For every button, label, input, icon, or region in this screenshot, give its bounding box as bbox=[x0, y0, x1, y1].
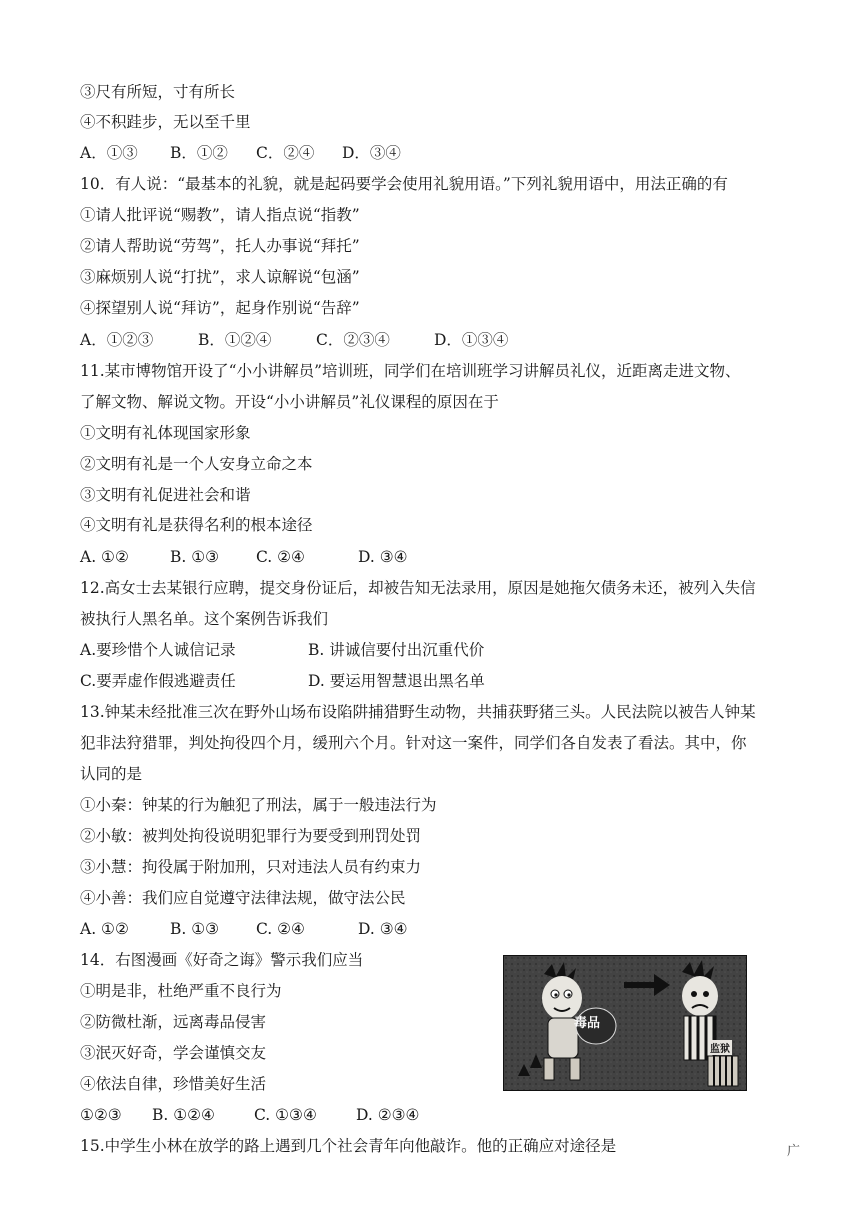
option-a: A. ①② bbox=[80, 920, 129, 938]
q14-item-2: ②防微杜渐，远离毒品侵害 bbox=[80, 1013, 267, 1031]
question-11: 11.某市博物馆开设了“小小讲解员”培训班，同学们在培训班学习讲解员礼仪，近距离走进文物、 bbox=[80, 362, 741, 380]
q11-options bbox=[80, 547, 408, 567]
option-c: C.要弄虚作假逃避责任 bbox=[80, 672, 236, 690]
q13-item-1: ①小秦：钟某的行为触犯了刑法，属于一般违法行为 bbox=[80, 796, 437, 814]
q12-options-row1 bbox=[80, 640, 484, 660]
option-a: A．①③ bbox=[80, 144, 138, 162]
q11-item-2: ②文明有礼是一个人安身立命之本 bbox=[80, 455, 313, 473]
q13-item-4: ④小善：我们应自觉遵守法律法规，做守法公民 bbox=[80, 889, 406, 907]
option-d: D．①③④ bbox=[434, 331, 509, 349]
question-12: 12.高女士去某银行应聘，提交身份证后，却被告知无法录用，原因是她拖欠债务未还，被列入失信 bbox=[80, 579, 756, 597]
option-a: A．①②③ bbox=[80, 331, 154, 349]
cartoon-label-drugs: 毒品 bbox=[574, 1016, 601, 1031]
q14-options bbox=[80, 1105, 419, 1125]
option-d: D．③④ bbox=[342, 144, 401, 162]
q10-item-1: ①请人批评说“赐教”，请人指点说“指教” bbox=[80, 206, 360, 224]
question-13: 13.钟某未经批准三次在野外山场布设陷阱捕猎野生动物，共捕获野猪三头。人民法院以被告人钟某 bbox=[80, 703, 756, 721]
line-q9-4: ④不积跬步，无以至千里 bbox=[80, 113, 251, 131]
question-13-cont2: 认同的是 bbox=[80, 765, 143, 783]
option-b: B. ①③ bbox=[170, 920, 220, 938]
question-13-cont: 犯非法狩猎罪，判处拘役四个月，缓刑六个月。针对这一案件，同学们各自发表了看法。其中，你 bbox=[80, 734, 747, 752]
q13-options bbox=[80, 919, 408, 939]
option-a: A.要珍惜个人诚信记录 bbox=[80, 641, 236, 659]
q13-item-3: ③小慧：拘役属于附加刑，只对违法人员有约束力 bbox=[80, 858, 422, 876]
question-10: 10．有人说：“最基本的礼貌，就是起码要学会使用礼貌用语。”下列礼貌用语中，用法正确的有 bbox=[80, 175, 728, 193]
cartoon-label-prison: 监狱 bbox=[708, 1040, 732, 1055]
q11-item-1: ①文明有礼体现国家形象 bbox=[80, 424, 251, 442]
cartoon-drawing bbox=[504, 956, 746, 1090]
question-12-cont: 被执行人黑名单。这个案例告诉我们 bbox=[80, 610, 329, 628]
q12-options-row2 bbox=[80, 671, 485, 691]
option-c: C. ②④ bbox=[256, 920, 305, 938]
option-b: B．①② bbox=[170, 144, 228, 162]
q9-options bbox=[80, 143, 401, 163]
q14-item-1: ①明是非，杜绝严重不良行为 bbox=[80, 982, 282, 1000]
line-q9-3: ③尺有所短，寸有所长 bbox=[80, 83, 236, 101]
q10-options bbox=[80, 330, 508, 350]
q11-item-4: ④文明有礼是获得名利的根本途径 bbox=[80, 516, 313, 534]
option-b: B. ①③ bbox=[170, 548, 220, 566]
option-c: C. ②④ bbox=[256, 548, 305, 566]
q10-item-4: ④探望别人说“拜访”，起身作别说“告辞” bbox=[80, 299, 360, 317]
option-d: D. ③④ bbox=[358, 920, 408, 938]
page-mark: 广 bbox=[787, 1144, 801, 1159]
option-d: D. 要运用智慧退出黑名单 bbox=[308, 672, 485, 690]
option-c: C. ①③④ bbox=[254, 1106, 317, 1124]
option-c: C．②③④ bbox=[316, 331, 390, 349]
option-c: C．②④ bbox=[256, 144, 315, 162]
q10-item-2: ②请人帮助说“劳驾”，托人办事说“拜托” bbox=[80, 237, 360, 255]
option-a: A. ①② bbox=[80, 548, 129, 566]
option-b: B．①②④ bbox=[198, 331, 272, 349]
q14-item-3: ③泯灭好奇，学会谨慎交友 bbox=[80, 1044, 267, 1062]
q10-item-3: ③麻烦别人说“打扰”，求人谅解说“包涵” bbox=[80, 268, 360, 286]
option-a: ①②③ bbox=[80, 1106, 122, 1124]
q14-item-4: ④依法自律，珍惜美好生活 bbox=[80, 1075, 267, 1093]
question-15: 15.中学生小林在放学的路上遇到几个社会青年向他敲诈。他的正确应对途径是 bbox=[80, 1137, 617, 1155]
option-b: B. 讲诚信要付出沉重代价 bbox=[308, 641, 485, 659]
q11-item-3: ③文明有礼促进社会和谐 bbox=[80, 486, 251, 504]
option-d: D. ③④ bbox=[358, 548, 408, 566]
option-b: B. ①②④ bbox=[152, 1106, 215, 1124]
question-14: 14．右图漫画《好奇之诲》警示我们应当 bbox=[80, 951, 364, 969]
cartoon-image bbox=[503, 955, 747, 1091]
q13-item-2: ②小敏：被判处拘役说明犯罪行为要受到刑罚处罚 bbox=[80, 827, 422, 845]
question-11-cont: 了解文物、解说文物。开设“小小讲解员”礼仪课程的原因在于 bbox=[80, 393, 499, 411]
option-d: D. ②③④ bbox=[356, 1106, 420, 1124]
